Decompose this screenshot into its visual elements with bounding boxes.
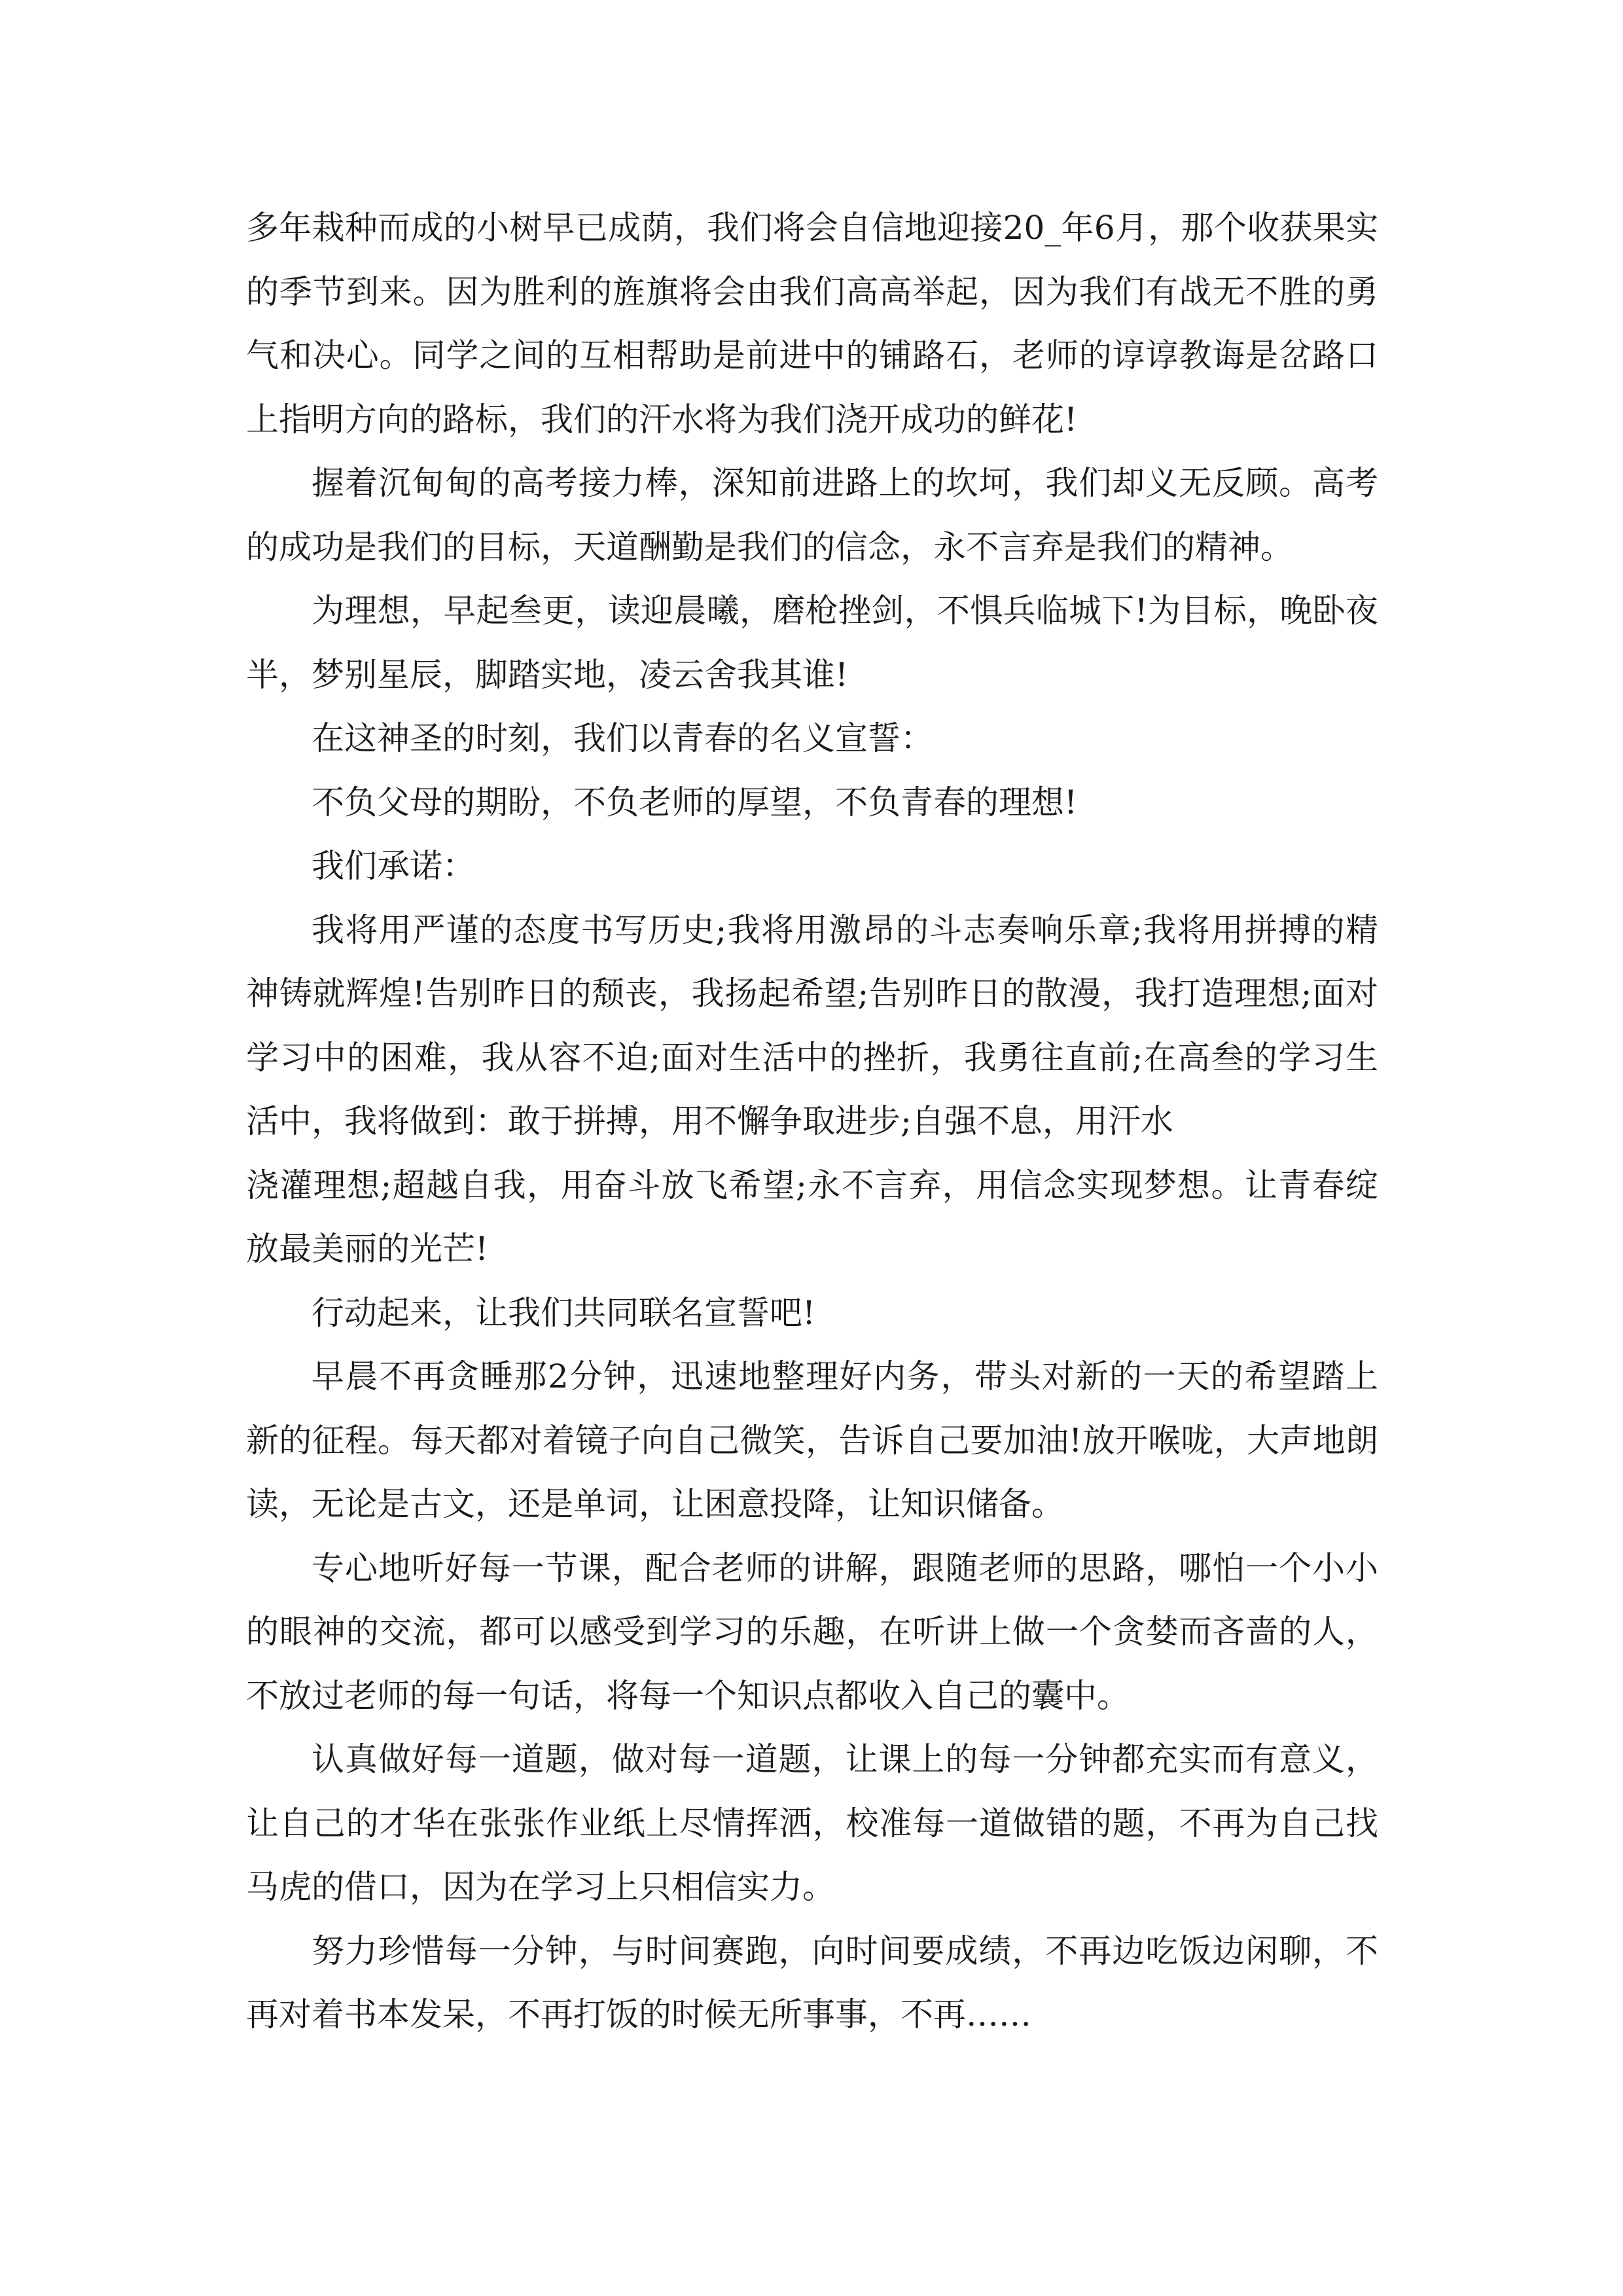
paragraph: 握着沉甸甸的高考接力棒，深知前进路上的坎坷，我们却义无反顾。高考的成功是我们的目标，天道酬勤是我们的信念，永不言弃是我们的精神。 [246, 464, 1378, 566]
paragraph-continuation: 浇灌理想;超越自我，用奋斗放飞希望;永不言弃，用信念实现梦想。让青春绽放最美丽的光芒! [246, 1166, 1378, 1268]
paragraph: 努力珍惜每一分钟，与时间赛跑，向时间要成绩，不再边吃饭边闲聊，不再对着书本发呆，不再打饭的时候无所事事，不再…… [246, 1931, 1378, 2034]
paragraph: 早晨不再贪睡那2分钟，迅速地整理好内务，带头对新的一天的希望踏上新的征程。每天都对着镜子向自己微笑，告诉自己要加油!放开喉咙，大声地朗读，无论是古文，还是单词，让困意投降，让知识储备。 [246, 1357, 1378, 1523]
paragraph-continuation: 多年栽种而成的小树早已成荫，我们将会自信地迎接20_年6月，那个收获果实的季节到来。因为胜利的旌旗将会由我们高高举起，因为我们有战无不胜的勇气和决心。同学之间的互相帮助是前进中的铺路石，老师的谆谆教诲是岔路口上指明方向的路标，我们的汗水将为我们浇开成功的鲜花! [246, 209, 1378, 439]
paragraph: 我们承诺： [312, 847, 475, 885]
paragraph: 不负父母的期盼，不负老师的厚望，不负青春的理想! [312, 783, 1078, 821]
paragraph: 认真做好每一道题，做对每一道题，让课上的每一分钟都充实而有意义，让自己的才华在张张作业纸上尽情挥洒，校准每一道做错的题，不再为自己找马虎的借口，因为在学习上只相信实力。 [246, 1740, 1378, 1906]
paragraph: 在这神圣的时刻，我们以青春的名义宣誓： [312, 719, 933, 757]
document-body [246, 196, 1378, 2047]
paragraph: 专心地听好每一节课，配合老师的讲解，跟随老师的思路，哪怕一个小小的眼神的交流，都可以感受到学习的乐趣，在听讲上做一个贪婪而吝啬的人，不放过老师的每一句话，将每一个知识点都收入自己的囊中。 [246, 1549, 1378, 1715]
paragraph: 为理想，早起叁更，读迎晨曦，磨枪挫剑，不惧兵临城下!为目标，晚卧夜半，梦别星辰，脚踏实地，凌云舍我其谁! [246, 592, 1378, 694]
paragraph: 行动起来，让我们共同联名宣誓吧! [312, 1293, 816, 1332]
paragraph: 我将用严谨的态度书写历史;我将用激昂的斗志奏响乐章;我将用拼搏的精神铸就辉煌!告别昨日的颓丧，我扬起希望;告别昨日的散漫，我打造理想;面对学习中的困难，我从容不迫;面对生活中的挫折，我勇往直前;在高叁的学习生活中，我将做到：敢于拼搏，用不懈争取进步;自强不息，用汗水 [246, 910, 1378, 1140]
